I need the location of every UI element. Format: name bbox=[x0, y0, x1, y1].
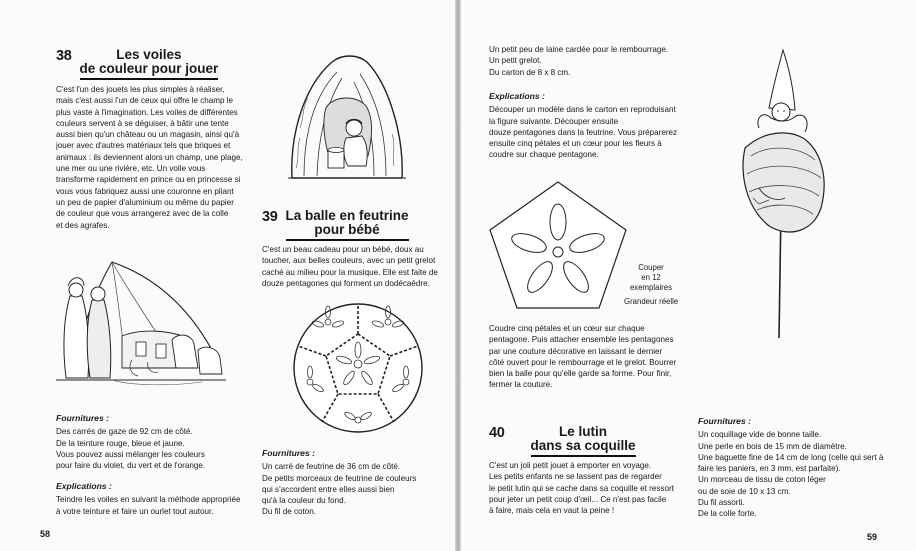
section-38-number: 38 bbox=[56, 48, 72, 64]
text-line: C'est un joli petit jouet à emporter en voyage. bbox=[489, 461, 652, 470]
section-40-fournitures bbox=[698, 416, 916, 520]
section-38-explications bbox=[56, 481, 266, 517]
section-39-explications-continued bbox=[489, 323, 709, 391]
fournitures-heading: Fournitures : bbox=[262, 448, 315, 458]
section-39-title-rule bbox=[286, 239, 409, 241]
text-line: C'est un beau cadeau pour un bébé, doux au bbox=[262, 245, 424, 254]
text-line: une mer ou une rivière, etc. Un voile vous bbox=[56, 164, 206, 174]
section-38-intro bbox=[56, 84, 266, 231]
text-line: un peu de papier d'aluminium ou même du papier bbox=[56, 197, 234, 207]
text-line: Les petits enfants ne se lassent pas de regarder bbox=[489, 472, 662, 482]
text-line: à faire, mais cela en vaut la peine ! bbox=[489, 506, 615, 516]
text-line: Coudre cinq pétales et un cœur sur chaque bbox=[489, 324, 645, 333]
text-line: Du fil de coton. bbox=[262, 507, 316, 517]
text-line: couleurs servent à se déguiser, à bâtir une tente bbox=[56, 118, 229, 128]
fournitures-heading: Fournitures : bbox=[56, 413, 109, 423]
section-40-intro bbox=[489, 460, 699, 516]
text-line: et des agrafes. bbox=[56, 220, 110, 230]
text-line: De la colle forte. bbox=[698, 509, 757, 519]
illustration-child-tent bbox=[282, 48, 410, 183]
section-40-title-rule bbox=[531, 455, 636, 457]
text-line: Une baguette fine de 14 cm de long (celle qui sert à bbox=[698, 452, 884, 462]
section-39-number: 39 bbox=[262, 209, 278, 225]
text-line: qu'à la couleur du fond. bbox=[262, 496, 346, 506]
section-38-heading bbox=[56, 48, 218, 80]
text-line: bien la balle pour qu'elle garde sa forme. Pour finir, bbox=[489, 369, 672, 379]
pattern-caption bbox=[621, 263, 681, 293]
text-line: toucher, aux belles couleurs, avec un petit grelot bbox=[262, 256, 436, 266]
section-39-fournitures-continued bbox=[489, 44, 689, 78]
pentagon-pattern-diagram bbox=[487, 178, 629, 312]
text-line: mais c'est aussi l'un de ceux qui offre le champ le bbox=[56, 96, 234, 106]
text-line: Un morceau de tissu de coton léger bbox=[698, 475, 826, 485]
text-line: Vous pouvez aussi mélanger les couleurs bbox=[56, 449, 205, 459]
text-line: faire les paniers, en 3 mm, est parfaite). bbox=[698, 464, 841, 474]
text-line: De la teinture rouge, bleue et jaune. bbox=[56, 438, 185, 448]
text-line: aussi bien qu'un château ou un magasin, ainsi qu'à bbox=[56, 130, 240, 140]
section-39-fournitures bbox=[262, 448, 452, 518]
text-line: Une perle en bois de 15 mm de diamètre. bbox=[698, 441, 847, 451]
section-39-title-line2: pour bébé bbox=[314, 222, 380, 237]
text-line: en 12 bbox=[641, 273, 661, 282]
text-line: douze pentagones qui forment un dodécaèdre. bbox=[262, 278, 430, 288]
section-39-title bbox=[286, 209, 409, 241]
left-page bbox=[0, 0, 455, 551]
section-39-intro bbox=[262, 244, 452, 289]
text-line: Des carrés de gaze de 92 cm de côté. bbox=[56, 427, 193, 437]
text-line: Découper un modèle dans le carton en reproduisant bbox=[489, 105, 676, 115]
text-line: coudre sur chaque pentagone. bbox=[489, 150, 599, 160]
section-38-title-line1: Les voiles bbox=[116, 47, 182, 62]
section-39-heading bbox=[262, 209, 409, 241]
illustration-felt-ball bbox=[290, 298, 426, 438]
illustration-gnome-shell bbox=[729, 48, 833, 340]
text-line: côté ouvert pour le rembourrage et le grelot. Bourrer bbox=[489, 357, 677, 367]
pattern-size-note: Grandeur réelle bbox=[624, 297, 679, 306]
text-line: pentagone. Puis attacher ensemble les pentagones bbox=[489, 335, 674, 345]
section-40-title bbox=[531, 425, 636, 457]
text-line: pour jeter un petit coup d'œil... Ce n'est pas facile bbox=[489, 494, 667, 504]
section-38-title-line2: de couleur pour jouer bbox=[79, 61, 219, 76]
text-line: vous vous fabriquez aussi une couronne en pliant bbox=[56, 186, 234, 196]
text-line: exemplaires bbox=[629, 283, 673, 292]
text-line: Un coquillage vide de bonne taille. bbox=[698, 430, 822, 440]
fournitures-heading: Fournitures : bbox=[698, 416, 751, 426]
text-line: le petit lutin qui se cache dans sa coquille et ressort bbox=[489, 483, 674, 493]
text-line: qui s'accordent entre elles aussi bien bbox=[262, 484, 395, 494]
section-40-title-line2: dans sa coquille bbox=[530, 438, 636, 453]
text-line: jouer avec d'autres matériaux tels que briques et bbox=[56, 141, 231, 151]
section-38-title bbox=[80, 48, 219, 80]
text-line: la figure suivante. Découper ensuite bbox=[489, 116, 619, 126]
section-40-number: 40 bbox=[489, 425, 505, 441]
text-line: ou de soie de 10 x 13 cm. bbox=[698, 486, 791, 496]
text-line: ensuite cinq pétales et un cœur pour les fleurs à bbox=[489, 139, 662, 149]
text-line: animaux : ils deviennent alors un champ, une plage, bbox=[56, 152, 243, 162]
explications-heading: Explications : bbox=[489, 91, 545, 101]
text-line: par une couture décorative en laissant le dernier bbox=[489, 346, 663, 356]
text-line: Teindre les voiles en suivant la méthode appropriée bbox=[56, 495, 241, 505]
text-line: plus vaste à l'imagination. Les voiles de différentes bbox=[56, 107, 238, 117]
text-line: caché au milieu pour la musique. Elle est faite de bbox=[262, 267, 438, 277]
text-line: Du carton de 8 x 8 cm. bbox=[489, 67, 571, 77]
section-39-title-line1: La balle en feutrine bbox=[285, 208, 409, 223]
text-line: transforme rapidement en prince ou en princesse si bbox=[56, 175, 241, 185]
text-line: C'est l'un des jouets les plus simples à réaliser, bbox=[56, 85, 225, 94]
text-line: douze pentagones dans la feutrine. Vous préparerez bbox=[489, 127, 678, 137]
text-line: fermer la couture. bbox=[489, 380, 553, 390]
illustration-colored-veils bbox=[52, 256, 230, 390]
section-40-heading bbox=[489, 425, 636, 457]
text-line: pour faire du violet, du vert et de l'orange. bbox=[56, 461, 206, 471]
text-line: Du fil assorti. bbox=[698, 498, 745, 508]
page-number-right: 59 bbox=[867, 532, 878, 542]
section-40-title-line1: Le lutin bbox=[559, 424, 608, 439]
section-38-fournitures bbox=[56, 413, 256, 471]
section-38-title-rule bbox=[80, 78, 219, 80]
page-number-left: 58 bbox=[40, 529, 51, 539]
text-line: à votre teinture et faire un ourlet tout autour. bbox=[56, 506, 214, 516]
text-line: de couleur que vous arrangerez avec de la colle bbox=[56, 209, 229, 219]
right-page bbox=[461, 0, 916, 551]
text-line: Un carré de feutrine de 36 cm de côté. bbox=[262, 462, 401, 472]
text-line: Un petit grelot. bbox=[489, 56, 542, 66]
text-line: De petits morceaux de feutrine de couleurs bbox=[262, 473, 417, 483]
text-line: Un petit peu de laine cardée pour le rembourrage. bbox=[489, 45, 669, 54]
text-line: Couper bbox=[638, 263, 664, 272]
section-39-explications bbox=[489, 91, 699, 161]
explications-heading: Explications : bbox=[56, 481, 112, 491]
